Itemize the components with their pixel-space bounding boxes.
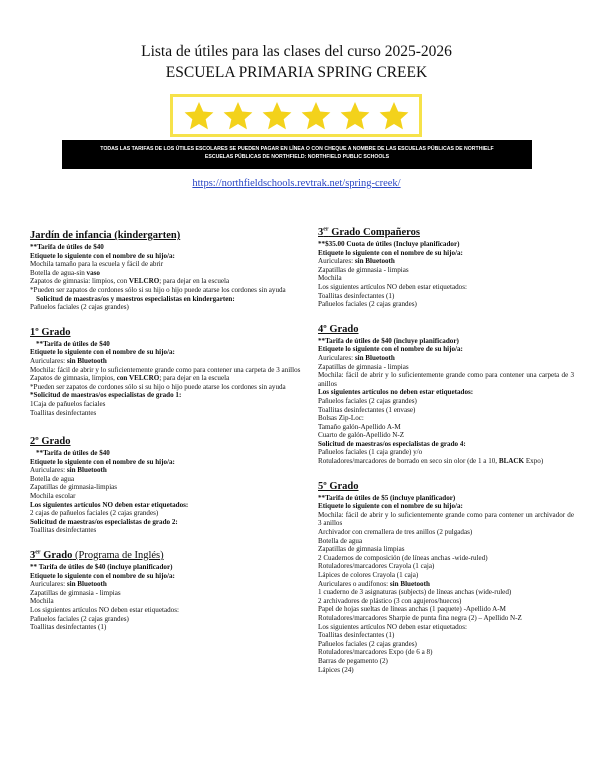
label-instruction: Etiquete lo siguiente con el nombre de su hijo/a:	[30, 457, 175, 466]
list-item: Mochila escolar	[30, 492, 76, 501]
section-title: 3er Grado (Programa de Inglés)	[30, 549, 164, 562]
star-icon	[261, 100, 293, 132]
specialist-request: Solicitud de maestras/os y maestros especialistas en kindergarten:	[36, 294, 235, 303]
list-item: Pañuelos faciales (2 cajas grandes)	[318, 639, 417, 648]
unlabeled-header: Los siguientes artículos no deben estar etiquetados:	[318, 388, 474, 397]
section-title: Jardín de infancia (kindergarten)	[30, 230, 181, 241]
list-item: Pañuelos faciales (1 caja grande) y/o	[318, 448, 423, 457]
fee-line: **Tarifa de útiles de $40 (incluye planificador)	[318, 336, 459, 345]
list-item: Pañuelos faciales (2 cajas grandes)	[30, 614, 129, 623]
star-icon	[183, 100, 215, 132]
list-item: Botella de agua-sin vaso	[30, 268, 100, 277]
section-title: 4º Grado	[318, 323, 359, 335]
list-item: *Pueden ser zapatos de cordones sólo si su hijo o hijo puede atarse los cordones sin ayuda	[30, 382, 286, 391]
list-item: Rotuladores/marcadores de borrado en seco sin olor (de 1 a 10, BLACK Expo)	[318, 457, 544, 466]
list-item: Lápices de colores Crayola (1 caja)	[318, 571, 419, 579]
list-item: Zapatillas de gimnasia - limpias	[318, 362, 409, 371]
page-title-line2: ESCUELA PRIMARIA SPRING CREEK	[165, 64, 428, 81]
right-column	[318, 226, 574, 688]
section-grade5	[318, 480, 574, 674]
list-item: Mochila	[318, 274, 342, 283]
list-item: Toallitas desinfectantes (1)	[318, 631, 395, 640]
list-item: Archivador con cremallera de tres anillos (2 pulgadas)	[318, 528, 473, 537]
list-item: Rotuladores/marcadores Sharpie de punta fina negra (2) – Apellido N-Z	[318, 613, 522, 622]
list-item: Toallitas desinfectantes	[30, 408, 97, 417]
list-item: Pañuelos faciales (2 cajas grandes)	[318, 396, 417, 405]
list-item: Barras de pegamento (2)	[318, 656, 388, 665]
fee-line: **$35.00 Cuota de útiles (Incluye planificador)	[318, 240, 460, 248]
list-item: 2 archivadores de plástico (3 con agujeros/huecos)	[318, 596, 462, 605]
list-item: Mochila tamaño para la escuela y fácil de abrir	[30, 260, 164, 269]
fee-line: **Tarifa de útiles de $40	[36, 339, 110, 348]
fee-line: ** Tarifa de útiles de $40 (incluye planificador)	[30, 563, 173, 572]
list-item: Zapatillas de gimnasia - limpias	[318, 265, 409, 274]
star-icon	[339, 100, 371, 132]
left-column	[30, 229, 304, 646]
page-title-line1: Lista de útiles para las clases del curso 2025-2026	[141, 43, 452, 60]
revtrak-link[interactable]: https://northfieldschools.revtrak.net/spring-creek/	[192, 178, 401, 189]
list-item: Auriculares o audífonos: sin Bluetooth	[318, 579, 430, 588]
section-grade2	[30, 435, 304, 535]
list-item: Botella de agua	[30, 474, 75, 483]
section-title: 5º Grado	[318, 480, 359, 492]
section-title: 3er Grado Compañeros	[318, 226, 420, 238]
fee-line: **Tarifa de útiles de $40	[36, 449, 110, 458]
banner-line1: TODAS LAS TARIFAS DE LOS ÚTILES ESCOLARES SE PUEDEN PAGAR EN LÍNEA O CON CHEQUE A NOMBRE DE LAS ESCUELAS PÚBLICAS DE NORTHIELF	[100, 146, 494, 152]
section-grade3-ingles	[30, 549, 304, 632]
unlabeled-header: Los siguientes artículos NO deben estar etiquetados:	[30, 500, 189, 509]
list-item: Toallitas desinfectantes (1)	[318, 291, 395, 300]
label-instruction: Etiquete lo siguiente con el nombre de su hijo/a:	[30, 348, 175, 357]
list-item: Pañuelos faciales (2 cajas grandes)	[318, 300, 417, 309]
list-item: Botella de agua	[318, 536, 363, 545]
list-item: Zapatos de gimnasia, limpios, con VELCRO; para dejar en la escuela	[30, 374, 230, 383]
list-item: Auriculares: sin Bluetooth	[30, 466, 107, 475]
list-item: Cuarto de galón-Apellido N-Z	[318, 431, 405, 440]
label-instruction: Etiquete lo siguiente con el nombre de su hijo/a:	[318, 248, 463, 257]
stars-rating	[170, 94, 422, 137]
section-grade1	[30, 326, 304, 417]
list-item: Papel de hojas sueltas de líneas anchas (1 paquete) -Apellido A-M	[318, 605, 506, 614]
list-item: 1Caja de pañuelos faciales	[30, 399, 106, 408]
specialist-request: *Solicitud de maestras/os especialistas de grado 1:	[30, 391, 182, 400]
list-item: Zapatillas de gimnasia-limpias	[30, 483, 118, 492]
fee-line: **Tarifa de útiles de $40	[30, 243, 104, 251]
list-item: Toallitas desinfectantes (1)	[30, 623, 107, 632]
label-instruction: Etiquete lo siguiente con el nombre de su hijo/a:	[30, 251, 175, 260]
list-item: Pañuelos faciales (2 cajas grandes)	[30, 303, 129, 312]
list-item: Mochila: fácil de abrir y lo suficientemente grande como para contener una carpeta de 3 anillos	[318, 371, 574, 388]
list-item: Los siguientes artículos NO deben estar etiquetados:	[318, 282, 467, 291]
list-item: Tamaño galón-Apellido A-M	[318, 422, 401, 431]
section-grade3-comp	[318, 226, 574, 309]
list-item: 2 Cuadernos de composición (de líneas anchas -wide-ruled)	[318, 553, 488, 562]
list-item: 2 cajas de pañuelos faciales (2 cajas grandes)	[30, 509, 159, 518]
list-item: 1 cuaderno de 3 asignaturas (subjects) de líneas anchas (wide-ruled)	[318, 588, 512, 597]
star-icon	[300, 100, 332, 132]
list-item: *Pueden ser zapatos de cordones sólo si su hijo o hijo puede atarse los cordones sin ayuda	[30, 285, 286, 294]
list-item: Mochila: fácil de abrir y lo suficientemente grande como para contener una carpeta de 3 anillos	[30, 365, 301, 374]
list-item: Bolsas Zip-Loc:	[318, 414, 364, 423]
list-item: Zapatos de gimnasia: limpios, con VELCRO; para dejar en la escuela	[30, 277, 230, 286]
section-kinder	[30, 229, 304, 312]
fee-line: **Tarifa de útiles de $5 (incluye planificador)	[318, 493, 456, 502]
list-item: Mochila	[30, 597, 54, 606]
unlabeled-header: Los siguientes artículos NO deben estar etiquetados:	[318, 622, 467, 631]
list-item: Auriculares: sin Bluetooth	[30, 580, 107, 589]
section-title: 2º Grado	[30, 436, 71, 448]
banner-line2: ESCUELAS PÚBLICAS DE NORTHFIELD: NORTHFIELD PUBLIC SCHOOLS	[204, 154, 390, 160]
list-item: Rotuladores/marcadores Expo (de 6 a 8)	[318, 648, 433, 657]
star-icon	[222, 100, 254, 132]
list-item: Rotuladores/marcadores Crayola (1 caja)	[318, 562, 435, 571]
section-grade4	[318, 323, 574, 466]
label-instruction: Etiquete lo siguiente con el nombre de su hijo/a:	[30, 571, 175, 580]
list-item: Auriculares: sin Bluetooth	[30, 356, 107, 365]
list-item: Toallitas desinfectantes	[30, 526, 97, 535]
list-item: Mochila: fácil de abrir y lo suficientemente grande como para contener un archivador de 3 anillos	[318, 510, 574, 528]
section-title: 1º Grado	[30, 326, 71, 338]
list-item: Lápices (24)	[318, 665, 354, 674]
list-item: Toallitas desinfectantes (1 envase)	[318, 405, 416, 414]
label-instruction: Etiquete lo siguiente con el nombre de su hijo/a:	[318, 502, 463, 511]
list-item: Auriculares: sin Bluetooth	[318, 257, 395, 266]
list-item: Auriculares: sin Bluetooth	[318, 353, 395, 362]
specialist-request: Solicitud de maestras/os especialistas de grado 4:	[318, 439, 466, 448]
list-item: Zapatillas de gimnasia limpias	[318, 545, 405, 554]
payment-banner	[62, 140, 532, 169]
list-item: Los siguientes artículos NO deben estar etiquetados:	[30, 606, 179, 614]
list-item: Zapatillas de gimnasia - limpias	[30, 588, 121, 597]
specialist-request: Solicitud de maestras/os especialistas de grado 2:	[30, 517, 178, 526]
star-icon	[378, 100, 410, 132]
label-instruction: Etiquete lo siguiente con el nombre de su hijo/a:	[318, 345, 463, 354]
